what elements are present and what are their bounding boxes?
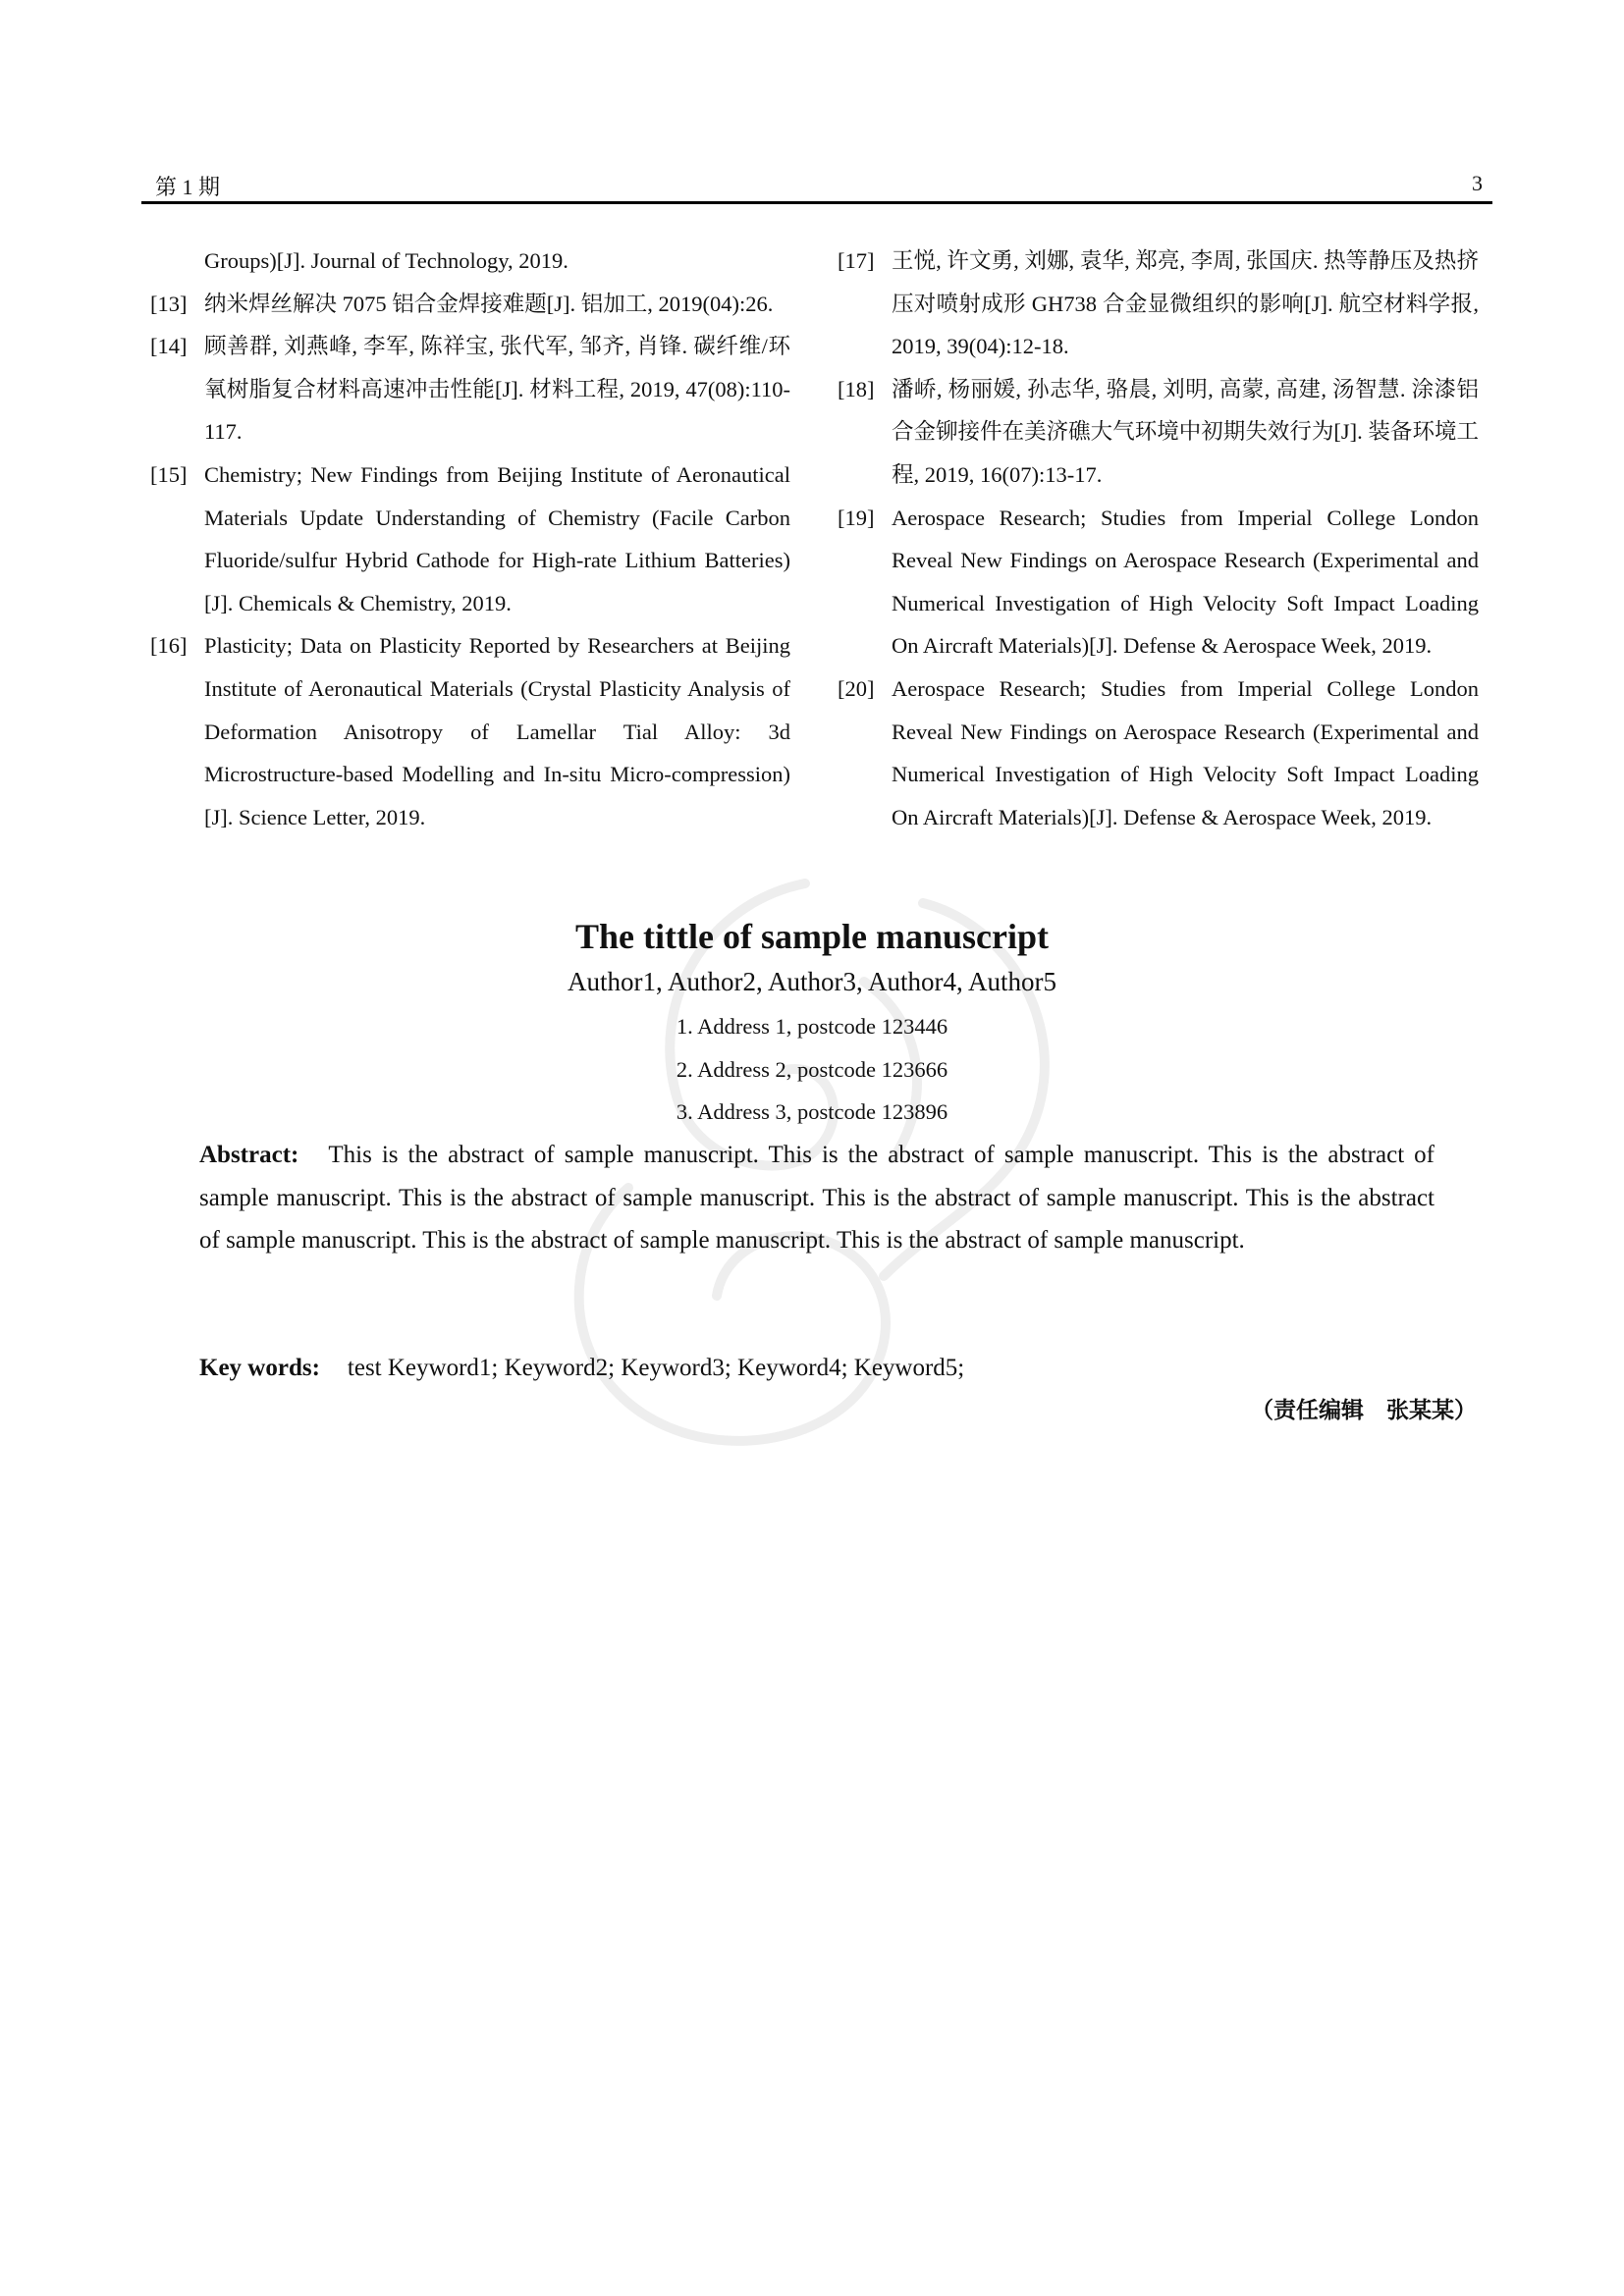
- responsible-editor: （责任编辑 张某某）: [1251, 1398, 1477, 1423]
- page-number: 3: [1472, 171, 1483, 195]
- reference-text: Aerospace Research; Studies from Imperial College London Reveal New Findings on Aerospace Research (Experimental and Numerical Investigation of High Velocity Soft Impact Loading On Aircraft Materials)[J]. Defense & Aerospace Week, 2019.: [892, 675, 1479, 829]
- reference-number: [19]: [838, 505, 875, 530]
- reference-item: [838, 667, 1479, 838]
- reference-item: [150, 454, 790, 624]
- author-list: Author1, Author2, Author3, Author4, Author5: [568, 967, 1056, 996]
- header-rule: [141, 201, 1492, 204]
- abstract-paragraph: [199, 1134, 1435, 1262]
- running-header: [141, 171, 1492, 200]
- address-line: 2. Address 2, postcode 123666: [676, 1056, 948, 1082]
- reference-item: [838, 497, 1479, 667]
- abstract-label: Abstract:: [199, 1142, 299, 1168]
- paper-title: The tittle of sample manuscript: [575, 917, 1049, 956]
- reference-number: [17]: [838, 248, 875, 273]
- keywords-text: test Keyword1; Keyword2; Keyword3; Keyword4; Keyword5;: [347, 1355, 965, 1381]
- references-column-left: [150, 240, 790, 838]
- reference-number: [15]: [150, 461, 188, 487]
- issue-label: 第 1 期: [155, 175, 221, 199]
- reference-text: Groups)[J]. Journal of Technology, 2019.: [204, 248, 568, 273]
- reference-text: 纳米焊丝解决 7075 铝合金焊接难题[J]. 铝加工, 2019(04):26.: [204, 291, 774, 316]
- reference-item: [838, 240, 1479, 368]
- reference-number: [18]: [838, 376, 875, 401]
- address-line: 1. Address 1, postcode 123446: [676, 1014, 948, 1039]
- reference-item: [150, 283, 790, 326]
- reference-item: [150, 624, 790, 838]
- reference-text: Plasticity; Data on Plasticity Reported by Researchers at Beijing Institute of Aeronautical Materials (Crystal Plasticity Analysis of Deformation Anisotropy of Lamellar Tial Alloy: 3d Microstructure-based Modelling and In-situ Micro-compression)[J]. Science Letter, 2019.: [204, 633, 790, 829]
- reference-number: [16]: [150, 633, 188, 659]
- reference-text: 潘峤, 杨丽媛, 孙志华, 骆晨, 刘明, 高蒙, 高建, 汤智慧. 涂漆铝合金铆接件在美济礁大气环境中初期失效行为[J]. 装备环境工程, 2019, 16(07):13-17.: [892, 376, 1479, 487]
- address-list: [0, 1005, 1624, 1134]
- reference-text: Aerospace Research; Studies from Imperial College London Reveal New Findings on Aerospace Research (Experimental and Numerical Investigation of High Velocity Soft Impact Loading On Aircraft Materials)[J]. Defense & Aerospace Week, 2019.: [892, 505, 1479, 659]
- reference-number: [13]: [150, 291, 188, 316]
- abstract-text: This is the abstract of sample manuscript. This is the abstract of sample manuscript. This is the abstract of sample manuscript. This is the abstract of sample manuscript. This is the abstract of sample manuscript. This is the abstract of sample manuscript. This is the abstract of sample manuscript. This is the abstract of sample manuscript.: [199, 1142, 1435, 1254]
- reference-text: 顾善群, 刘燕峰, 李军, 陈祥宝, 张代军, 邹齐, 肖锋. 碳纤维/环氧树脂复合材料高速冲击性能[J]. 材料工程, 2019, 47(08):110-117.: [204, 334, 790, 445]
- address-line: 3. Address 3, postcode 123896: [676, 1099, 948, 1124]
- reference-item: [150, 240, 790, 283]
- reference-text: 王悦, 许文勇, 刘娜, 袁华, 郑亮, 李周, 张国庆. 热等静压及热挤压对喷射成形 GH738 合金显微组织的影响[J]. 航空材料学报, 2019, 39(04):12-18.: [892, 248, 1479, 359]
- reference-number: [14]: [150, 334, 188, 359]
- keywords-label: Key words:: [199, 1355, 320, 1381]
- reference-text: Chemistry; New Findings from Beijing Institute of Aeronautical Materials Update Understanding of Chemistry (Facile Carbon Fluoride/sulfur Hybrid Cathode for High-rate Lithium Batteries)[J]. Chemicals & Chemistry, 2019.: [204, 461, 790, 615]
- reference-number: [20]: [838, 675, 875, 701]
- reference-item: [150, 325, 790, 454]
- keywords-line: [199, 1347, 1435, 1390]
- references-column-right: [838, 240, 1479, 838]
- reference-item: [838, 368, 1479, 497]
